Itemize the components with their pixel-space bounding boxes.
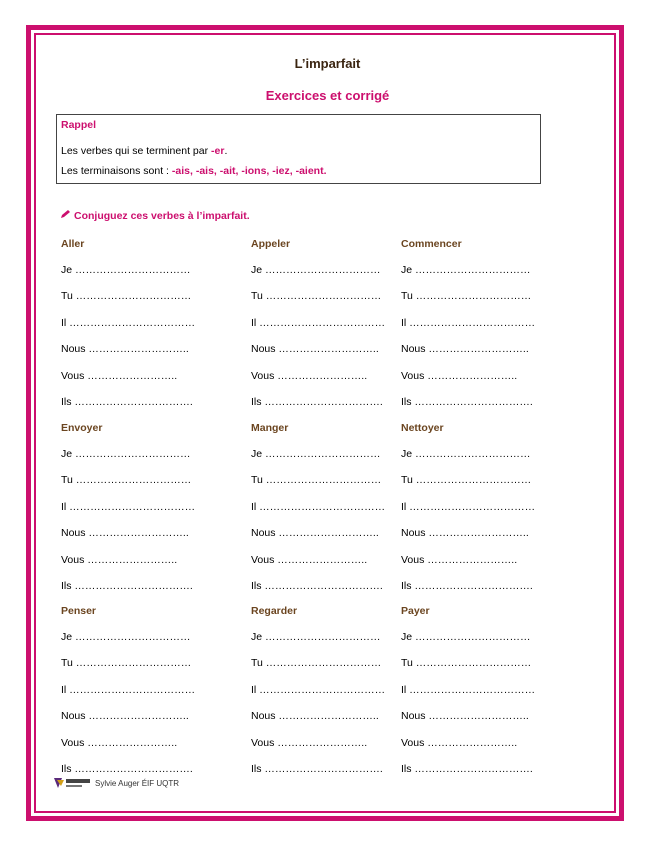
- conjugation-line[interactable]: Nous ………………………..: [61, 343, 189, 356]
- verb-block-appeler: [251, 238, 401, 422]
- conjugation-line[interactable]: Je ……………………………: [251, 448, 381, 460]
- conjugation-line[interactable]: Nous ………………………..: [61, 710, 189, 723]
- conjugation-line[interactable]: Ils …………………………….: [401, 762, 533, 775]
- conjugation-line[interactable]: Tu ……………………………: [61, 474, 192, 487]
- conjugation-line[interactable]: Il ………………………………: [251, 500, 386, 513]
- verb-title: Appeler: [251, 238, 291, 250]
- rappel-endings: [61, 165, 327, 177]
- verb-title: Penser: [61, 605, 97, 617]
- rappel-endings-list: -ais, -ais, -ait, -ions, -iez, -aient: [171, 165, 324, 177]
- exercise-instruction: [60, 209, 250, 222]
- verb-title: Nettoyer: [401, 422, 444, 434]
- rappel-heading: Rappel: [61, 119, 97, 131]
- conjugation-line[interactable]: Vous ……………………..: [61, 369, 178, 382]
- verb-block-manger: [251, 422, 401, 606]
- rappel-endings-text: Les terminaisons sont :: [61, 165, 172, 177]
- conjugation-line[interactable]: Ils …………………………….: [61, 762, 193, 775]
- verb-block-commencer: [401, 238, 551, 422]
- conjugation-line[interactable]: Il ………………………………: [61, 316, 196, 329]
- rappel-rule-ending: -er: [211, 145, 225, 157]
- conjugation-line[interactable]: Tu ……………………………: [401, 474, 532, 487]
- verb-title: Manger: [251, 422, 289, 434]
- conjugation-line[interactable]: Ils …………………………….: [251, 395, 383, 408]
- rappel-rule: [61, 145, 227, 157]
- conjugation-line[interactable]: Il ………………………………: [251, 316, 386, 329]
- conjugation-line[interactable]: Vous ……………………..: [61, 736, 178, 749]
- conjugation-line[interactable]: Vous ……………………..: [251, 553, 368, 566]
- conjugation-line[interactable]: Ils …………………………….: [401, 579, 533, 592]
- conjugation-line[interactable]: Ils …………………………….: [401, 395, 533, 408]
- conjugation-line[interactable]: Il ………………………………: [401, 683, 536, 696]
- verb-block-envoyer: [61, 422, 211, 606]
- page-title: L’imparfait: [294, 56, 361, 71]
- rappel-box: [56, 114, 541, 184]
- conjugation-line[interactable]: Vous ……………………..: [251, 736, 368, 749]
- conjugation-line[interactable]: Nous ………………………..: [251, 710, 379, 723]
- conjugation-line[interactable]: Il ………………………………: [61, 500, 196, 513]
- footer-credit: [52, 776, 179, 792]
- conjugation-line[interactable]: Je ……………………………: [401, 631, 531, 643]
- conjugation-line[interactable]: Nous ………………………..: [401, 710, 529, 723]
- conjugation-line[interactable]: Je ……………………………: [61, 631, 191, 643]
- page-subtitle: Exercices et corrigé: [265, 88, 390, 103]
- conjugation-line[interactable]: Vous ……………………..: [401, 553, 518, 566]
- conjugation-line[interactable]: Tu ……………………………: [401, 657, 532, 670]
- conjugation-line[interactable]: Tu ……………………………: [251, 290, 382, 303]
- verb-title: Regarder: [251, 605, 298, 617]
- conjugation-line[interactable]: Nous ………………………..: [401, 527, 529, 540]
- conjugation-line[interactable]: Vous ……………………..: [251, 369, 368, 382]
- conjugation-line[interactable]: Vous ……………………..: [401, 736, 518, 749]
- conjugation-line[interactable]: Je ……………………………: [401, 264, 531, 276]
- verb-block-aller: [61, 238, 211, 422]
- conjugation-line[interactable]: Il ………………………………: [251, 683, 386, 696]
- conjugation-line[interactable]: Tu ……………………………: [251, 657, 382, 670]
- rappel-rule-suffix: .: [224, 145, 228, 157]
- rappel-rule-text: Les verbes qui se terminent par: [61, 145, 211, 157]
- instruction-text: Conjuguez ces verbes à l’imparfait.: [74, 210, 250, 222]
- conjugation-line[interactable]: Ils …………………………….: [251, 762, 383, 775]
- rappel-endings-suffix: .: [323, 165, 327, 177]
- verb-block-regarder: [251, 605, 401, 789]
- conjugation-line[interactable]: Vous ……………………..: [61, 553, 178, 566]
- conjugation-line[interactable]: Il ………………………………: [401, 316, 536, 329]
- footer-credit-text: Sylvie Auger ÉIF UQTR: [95, 779, 180, 789]
- conjugation-line[interactable]: Je ……………………………: [61, 264, 191, 276]
- verb-title: Aller: [61, 238, 85, 250]
- conjugation-line[interactable]: Ils …………………………….: [251, 579, 383, 592]
- conjugation-line[interactable]: Je ……………………………: [61, 448, 191, 460]
- conjugation-line[interactable]: Vous ……………………..: [401, 369, 518, 382]
- conjugation-line[interactable]: Nous ………………………..: [251, 343, 379, 356]
- logo-icon: [52, 776, 92, 792]
- conjugation-line[interactable]: Tu ……………………………: [61, 290, 192, 303]
- conjugation-line[interactable]: Je ……………………………: [401, 448, 531, 460]
- conjugation-line[interactable]: Il ………………………………: [401, 500, 536, 513]
- verb-block-penser: [61, 605, 211, 789]
- conjugation-line[interactable]: Nous ………………………..: [401, 343, 529, 356]
- pencil-icon: [60, 209, 72, 222]
- conjugation-line[interactable]: Ils …………………………….: [61, 395, 193, 408]
- conjugation-line[interactable]: Je ……………………………: [251, 631, 381, 643]
- conjugation-line[interactable]: Tu ……………………………: [401, 290, 532, 303]
- verb-title: Commencer: [401, 238, 462, 250]
- conjugation-line[interactable]: Je ……………………………: [251, 264, 381, 276]
- conjugation-line[interactable]: Ils …………………………….: [61, 579, 193, 592]
- verb-title: Payer: [401, 605, 430, 617]
- conjugation-line[interactable]: Nous ………………………..: [61, 527, 189, 540]
- conjugation-line[interactable]: Il ………………………………: [61, 683, 196, 696]
- conjugation-line[interactable]: Tu ……………………………: [251, 474, 382, 487]
- conjugation-line[interactable]: Tu ……………………………: [61, 657, 192, 670]
- verb-block-payer: [401, 605, 551, 789]
- verb-title: Envoyer: [61, 422, 103, 434]
- verb-block-nettoyer: [401, 422, 551, 606]
- conjugation-line[interactable]: Nous ………………………..: [251, 527, 379, 540]
